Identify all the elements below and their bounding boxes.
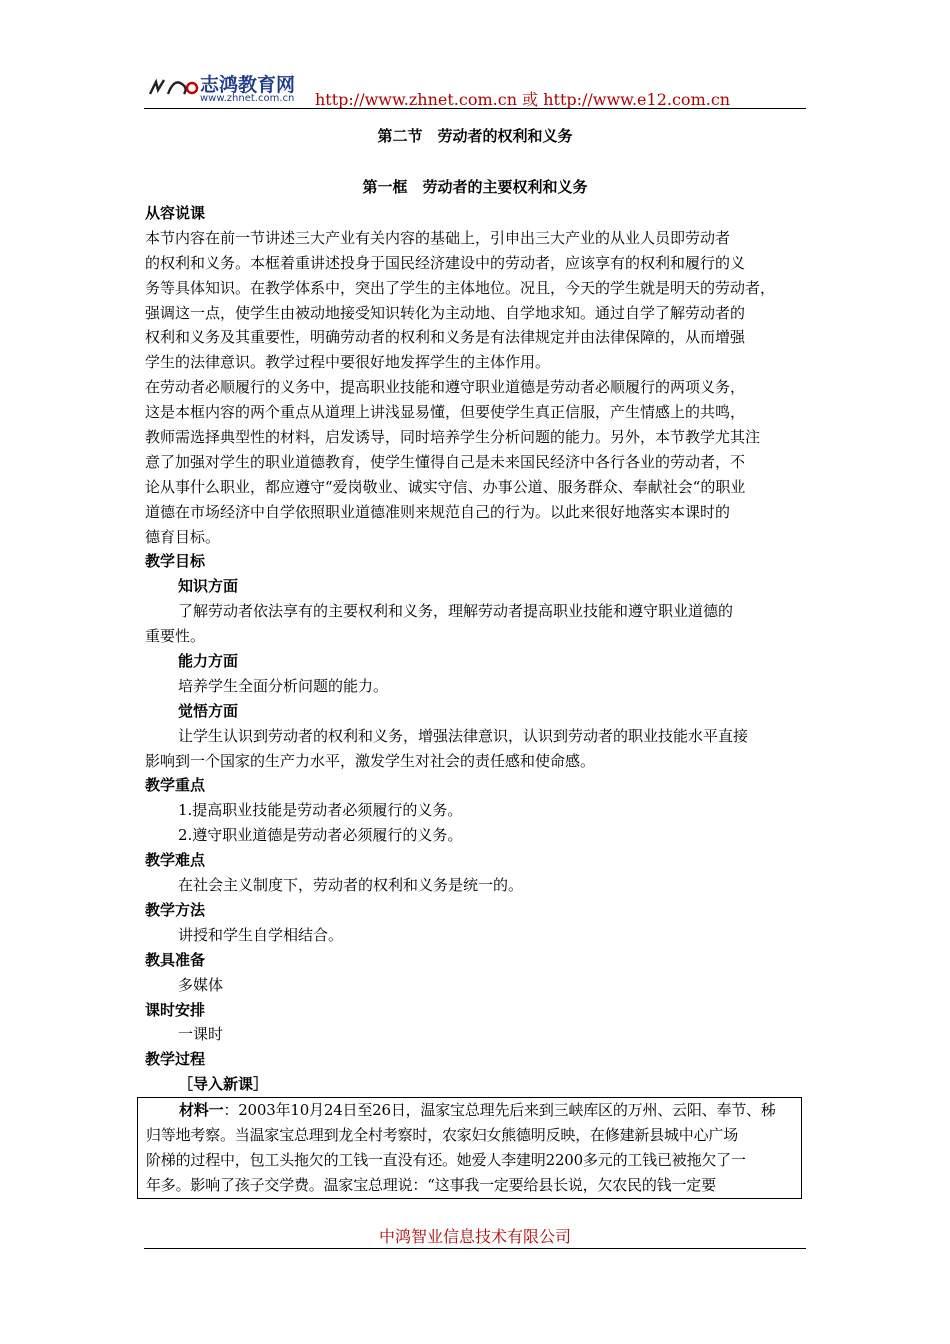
paragraph-line: 了解劳动者依法享有的主要权利和义务，理解劳动者提高职业技能和遵守职业道德的 (178, 602, 734, 621)
frame-title: 第一框 劳动者的主要权利和义务 (362, 178, 588, 196)
paragraph-line: 培养学生全面分析问题的能力。 (178, 676, 389, 695)
page-footer: 中鸿智业信息技术有限公司 (378, 1227, 571, 1246)
paragraph-line: 教师需选择典型性的材料，启发诱导，同时培养学生分析问题的能力。另外，本节教学尤其注 (145, 428, 761, 447)
document-body (145, 201, 809, 1199)
material-line: 阶梯的过程中，包工头拖欠的工钱一直没有还。她爱人李建明2200多元的工钱已被拖欠了一 (146, 1150, 746, 1169)
heading-guocheng: 教学过程 (145, 1050, 206, 1069)
heading-mubiao: 教学目标 (145, 552, 206, 571)
heading-keshi: 课时安排 (145, 1000, 206, 1019)
subheading-juewu: 觉悟方面 (178, 701, 239, 720)
material-box (137, 1097, 802, 1199)
url-link-zhnet[interactable]: http://www.zhnet.com.cn (315, 90, 517, 109)
paragraph-line: 务等具体知识。在教学体系中，突出了学生的主体地位。况且，今天的学生就是明天的劳动者， (145, 278, 776, 297)
paragraph-line: 学生的法律意识。教学过程中要很好地发挥学生的主体作用。 (145, 353, 551, 372)
heading-fangfa: 教学方法 (145, 900, 206, 919)
paragraph-line: 本节内容在前一节讲述三大产业有关内容的基础上，引申出三大产业的从业人员即劳动者 (145, 228, 731, 247)
material-line: 年多。影响了孩子交学费。温家宝总理说：“这事我一定要给县长说，欠农民的钱一定要 (146, 1175, 716, 1194)
paragraph-line: 这是本框内容的两个重点从道理上讲浅显易懂，但要使学生真正信服，产生情感上的共鸣， (145, 403, 746, 422)
logo-mark-icon (148, 76, 200, 98)
material-line (146, 1098, 797, 1123)
paragraph-line: 的权利和义务。本框着重讲述投身于国民经济建设中的劳动者，应该享有的权利和履行的义 (145, 253, 746, 272)
url-link-e12[interactable]: http://www.e12.com.cn (543, 90, 731, 109)
subheading-nengli: 能力方面 (178, 652, 239, 671)
header-divider (144, 108, 806, 109)
heading-jiaoju: 教具准备 (145, 950, 206, 969)
heading-congrong: 从容说课 (145, 204, 206, 222)
paragraph-line: 一课时 (178, 1025, 224, 1044)
paragraph-line: 影响到一个国家的生产力水平，激发学生对社会的责任感和使命感。 (145, 751, 596, 770)
paragraph-line: 重要性。 (145, 627, 206, 646)
paragraph-line: 让学生认识到劳动者的权利和义务，增强法律意识，认识到劳动者的职业技能水平直接 (178, 726, 749, 745)
paragraph-line: 论从事什么职业，都应遵守“爱岗敬业、诚实守信、办事公道、服务群众、奉献社会“的职业 (145, 477, 746, 496)
paragraph-line: 权利和义务及其重要性，明确劳动者的权利和义务是有法律规定并由法律保障的，从而增强 (145, 328, 746, 347)
paragraph-line: 意了加强对学生的职业道德教育，使学生懂得自己是未来国民经济中各行各业的劳动者，不 (145, 452, 746, 471)
paragraph-line: 多媒体 (178, 975, 224, 994)
paragraph-line: 道德在市场经济中自学依照职业道德准则来规范自己的行为。以此来很好地落实本课时的 (145, 502, 731, 521)
paragraph-line: 讲授和学生自学相结合。 (178, 925, 344, 944)
footer-divider (144, 1248, 806, 1249)
paragraph-line: 德育目标。 (145, 527, 221, 546)
heading-nandian: 教学难点 (145, 851, 206, 870)
logo-domain: www.zhnet.com.cn (200, 93, 295, 104)
paragraph-line: 在社会主义制度下，劳动者的权利和义务是统一的。 (178, 876, 524, 895)
material-text: ：2003年10月24日至26日，温家宝总理先后来到三峡库区的万州、云阳、奉节、秭 (223, 1101, 776, 1120)
subheading-daoru: ［导入新课］ (178, 1075, 269, 1094)
material-line: 归等地考察。当温家宝总理到龙全村考察时，农家妇女熊德明反映，在修建新县城中心广场 (146, 1125, 739, 1144)
paragraph-line: 强调这一点，使学生由被动地接受知识转化为主动地、自学地求知。通过自学了解劳动者的 (145, 303, 746, 322)
subheading-zhishi: 知识方面 (178, 577, 239, 596)
header-urls (315, 87, 730, 110)
material-label: 材料一 (179, 1101, 224, 1120)
logo-name: 志鸿教育网 (200, 74, 296, 96)
page-header (144, 66, 806, 110)
url-separator: 或 (522, 90, 539, 109)
paragraph-line: 在劳动者必顺履行的义务中，提高职业技能和遵守职业道德是劳动者必顺履行的两项义务， (145, 378, 746, 397)
site-logo[interactable] (144, 66, 314, 106)
section-title: 第二节 劳动者的权利和义务 (377, 127, 573, 145)
list-item: 2.遵守职业道德是劳动者必须履行的义务。 (178, 826, 463, 845)
list-item: 1.提高职业技能是劳动者必须履行的义务。 (178, 801, 463, 820)
heading-zhongdian: 教学重点 (145, 776, 206, 795)
